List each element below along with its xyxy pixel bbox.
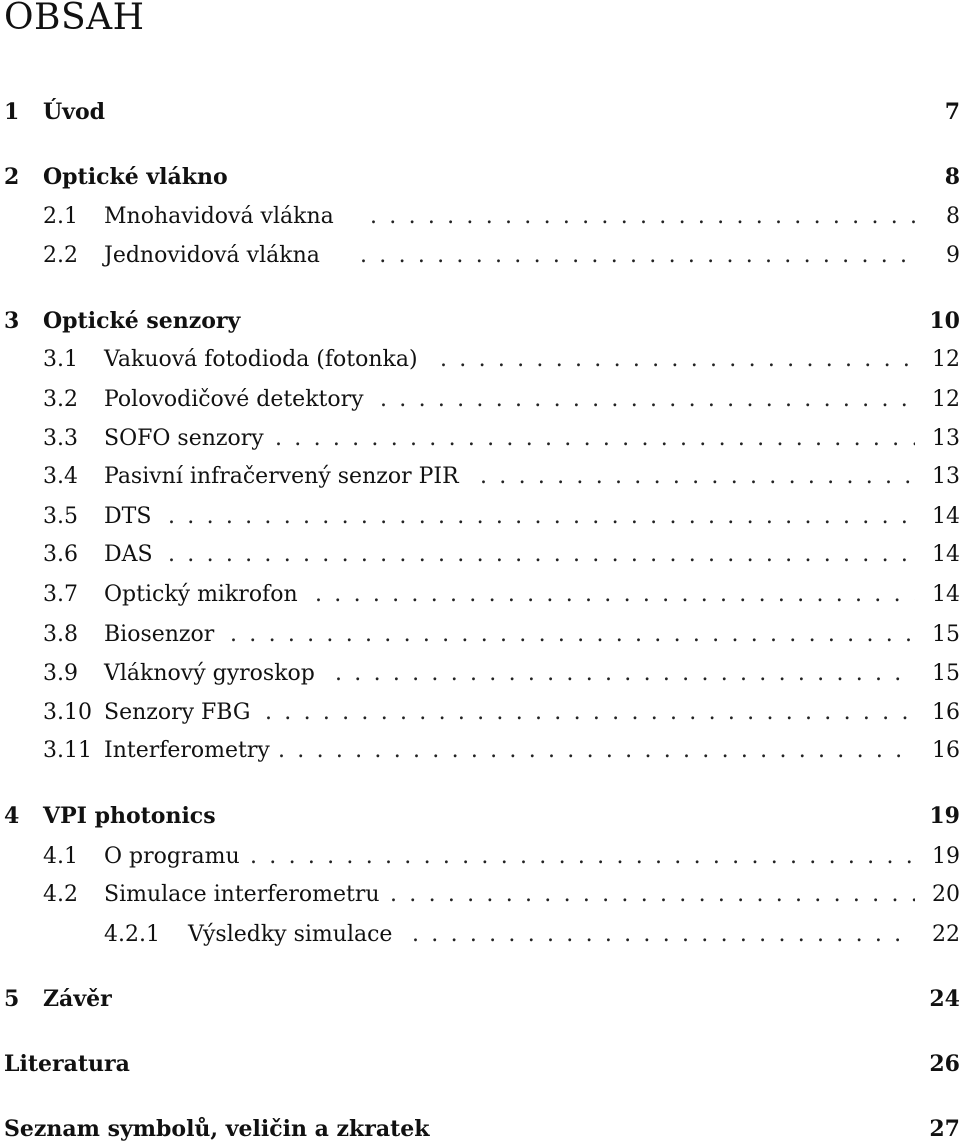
page-number: 9 (946, 242, 960, 268)
dot-leader (380, 387, 915, 412)
dot-leader (168, 504, 915, 529)
toc-section-entry[interactable] (0, 578, 960, 610)
toc-chapter-entry[interactable] (0, 96, 960, 128)
section-number: 3.7 (43, 581, 78, 607)
toc-section-entry[interactable] (0, 618, 960, 650)
toc-section-entry[interactable] (0, 878, 960, 910)
dot-leader (440, 347, 915, 372)
chapter-title: Závěr (43, 986, 112, 1012)
section-title: Simulace interferometru (104, 881, 380, 907)
section-title: Interferometry (104, 737, 270, 763)
section-number: 4.1 (43, 843, 78, 869)
section-title: Jednovidová vlákna (104, 242, 320, 268)
section-number: 3.3 (43, 425, 78, 451)
dot-leader (480, 464, 915, 489)
section-number: 3.4 (43, 463, 78, 489)
toc-section-entry[interactable] (0, 460, 960, 492)
toc-section-entry[interactable] (0, 200, 960, 232)
toc-subsection-entry[interactable] (0, 918, 960, 950)
section-number: 3.1 (43, 346, 78, 372)
page-number: 13 (932, 463, 960, 489)
dot-leader (250, 844, 915, 869)
dot-leader (360, 243, 915, 268)
section-title: Vakuová fotodioda (fotonka) (104, 346, 418, 372)
section-title: Senzory FBG (104, 699, 251, 725)
page-number: 19 (932, 843, 960, 869)
page-number: 12 (932, 346, 960, 372)
toc-title: OBSAH (4, 0, 145, 38)
toc-chapter-entry[interactable] (0, 983, 960, 1015)
section-number: 3.2 (43, 386, 78, 412)
section-title: Vláknový gyroskop (104, 660, 315, 686)
section-number: 3.5 (43, 503, 78, 529)
page-number: 19 (929, 803, 960, 829)
toc-section-entry[interactable] (0, 538, 960, 570)
section-title: O programu (104, 843, 240, 869)
page-number: 20 (932, 881, 960, 907)
page-number: 22 (932, 921, 960, 947)
page-number: 27 (929, 1116, 960, 1142)
dot-leader (275, 426, 915, 451)
page-number: 15 (932, 660, 960, 686)
section-title: Polovodičové detektory (104, 386, 364, 412)
chapter-number: 3 (4, 308, 20, 334)
page-number: 12 (932, 386, 960, 412)
dot-leader (278, 738, 915, 763)
page-number: 16 (932, 737, 960, 763)
dot-leader (230, 622, 915, 647)
chapter-number: 4 (4, 803, 20, 829)
toc-chapter-entry[interactable] (0, 1113, 960, 1145)
dot-leader (168, 542, 915, 567)
dot-leader (412, 922, 915, 947)
toc-chapter-entry[interactable] (0, 1048, 960, 1080)
section-title: Optický mikrofon (104, 581, 298, 607)
section-number: 3.11 (43, 737, 92, 763)
toc-chapter-entry[interactable] (0, 800, 960, 832)
toc-section-entry[interactable] (0, 734, 960, 766)
toc-chapter-entry[interactable] (0, 305, 960, 337)
section-number: 3.6 (43, 541, 78, 567)
toc-chapter-entry[interactable] (0, 161, 960, 193)
section-number: 3.10 (43, 699, 92, 725)
dot-leader (390, 882, 915, 907)
page-number: 14 (932, 541, 960, 567)
chapter-number: 1 (4, 99, 20, 125)
dot-leader (370, 204, 915, 229)
page-number: 24 (929, 986, 960, 1012)
chapter-title: Seznam symbolů, veličin a zkratek (4, 1116, 430, 1142)
toc-section-entry[interactable] (0, 383, 960, 415)
section-title: SOFO senzory (104, 425, 264, 451)
dot-leader (335, 661, 915, 686)
section-title: Pasivní infračervený senzor PIR (104, 463, 459, 489)
page-number: 16 (932, 699, 960, 725)
chapter-number: 5 (4, 986, 20, 1012)
toc-section-entry[interactable] (0, 343, 960, 375)
toc-section-entry[interactable] (0, 696, 960, 728)
page-number: 14 (932, 503, 960, 529)
section-number: 2.1 (43, 203, 78, 229)
chapter-number: 2 (4, 164, 20, 190)
section-title: Mnohavidová vlákna (104, 203, 334, 229)
page-number: 13 (932, 425, 960, 451)
toc-section-entry[interactable] (0, 657, 960, 689)
page-number: 10 (929, 308, 960, 334)
page-number: 26 (929, 1051, 960, 1077)
page-number: 8 (946, 203, 960, 229)
chapter-title: Optické vlákno (43, 164, 228, 190)
section-title: DTS (104, 503, 152, 529)
chapter-title: VPI photonics (43, 803, 216, 829)
section-number: 4.2 (43, 881, 78, 907)
toc-section-entry[interactable] (0, 500, 960, 532)
section-number: 3.9 (43, 660, 78, 686)
section-title: DAS (104, 541, 153, 567)
section-number: 3.8 (43, 621, 78, 647)
dot-leader (315, 582, 915, 607)
chapter-title: Literatura (4, 1051, 130, 1077)
toc-section-entry[interactable] (0, 840, 960, 872)
page-number: 14 (932, 581, 960, 607)
page-number: 7 (944, 99, 960, 125)
subsection-title: Výsledky simulace (188, 921, 393, 947)
subsection-number: 4.2.1 (104, 921, 160, 947)
section-number: 2.2 (43, 242, 78, 268)
toc-section-entry[interactable] (0, 239, 960, 271)
chapter-title: Optické senzory (43, 308, 241, 334)
dot-leader (265, 700, 915, 725)
page-number: 15 (932, 621, 960, 647)
page-number: 8 (944, 164, 960, 190)
toc-section-entry[interactable] (0, 422, 960, 454)
chapter-title: Úvod (43, 99, 106, 125)
section-title: Biosenzor (104, 621, 215, 647)
